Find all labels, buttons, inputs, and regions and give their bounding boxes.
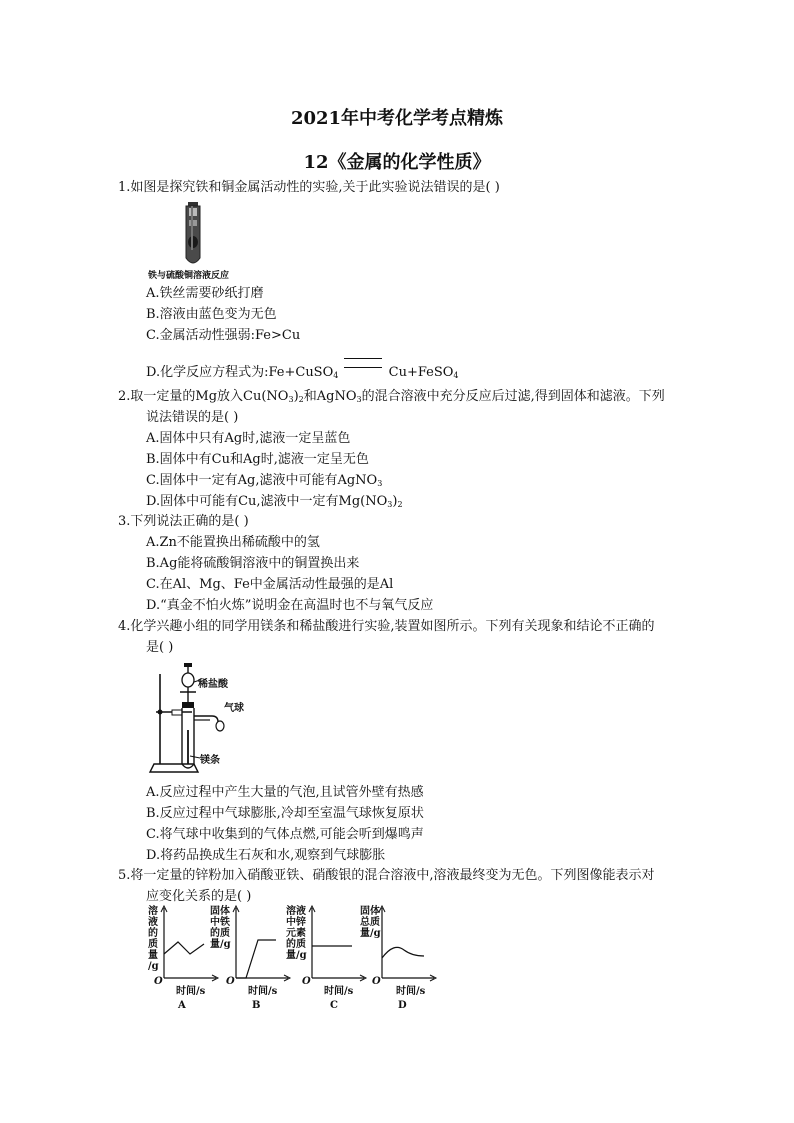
graph-a-origin: O xyxy=(154,976,163,987)
q2-option-c[interactable] xyxy=(146,471,706,491)
q2-stem-part3: 和AgNO xyxy=(303,389,357,404)
graph-c-xlabel: 时间/s xyxy=(324,986,354,997)
q4-stem-line1: 4.化学兴趣小组的同学用镁条和稀盐酸进行实验,装置如图所示。下列有关现象和结论不正确的 xyxy=(118,619,655,634)
ylabel-line: 中铁 xyxy=(210,917,230,928)
q1-d-products: Cu+FeSO xyxy=(388,365,454,380)
ylabel-line: 量/g xyxy=(286,950,307,961)
graph-c-ylabel xyxy=(286,906,310,961)
q2-stem-line1 xyxy=(118,387,708,407)
graph-b-xlabel: 时间/s xyxy=(248,986,278,997)
q2-option-b[interactable]: B.固体中有Cu和Ag时,滤液一定呈无色 xyxy=(146,452,369,467)
graph-d-letter[interactable]: D xyxy=(398,1000,407,1011)
ylabel-line: 固体 xyxy=(360,906,380,917)
q2-stem-sub1: 3 xyxy=(288,395,294,404)
q1-option-c[interactable]: C.金属活动性强弱:Fe>Cu xyxy=(146,328,301,343)
graph-b-curve xyxy=(236,940,276,978)
q1-option-b[interactable]: B.溶液由蓝色变为无色 xyxy=(146,307,277,322)
q1-option-a[interactable]: A.铁丝需要砂纸打磨 xyxy=(146,286,264,301)
q4-option-b[interactable]: B.反应过程中气球膨胀,冷却至室温气球恢复原状 xyxy=(146,806,424,821)
q3-option-b[interactable]: B.Ag能将硫酸铜溶液中的铜置换出来 xyxy=(146,556,360,571)
graph-d-origin: O xyxy=(372,976,381,987)
graph-b-ylabel xyxy=(210,906,234,950)
q1-figure-caption: 铁与硫酸铜溶液反应 xyxy=(148,271,230,281)
ylabel-line: 的质 xyxy=(286,939,306,950)
graph-d-plot xyxy=(382,906,438,980)
equation-equals-icon xyxy=(344,358,382,368)
label-balloon: 气球 xyxy=(224,703,244,714)
graph-d-xlabel: 时间/s xyxy=(396,986,426,997)
ylabel-line: 量/g xyxy=(210,939,231,950)
q2-stem-part4: 的混合溶液中充分反应后过滤,得到固体和滤液。下列 xyxy=(361,389,665,404)
label-magnesium-strip: 镁条 xyxy=(200,755,220,766)
q1-d-sub1: 4 xyxy=(333,371,339,380)
q3-option-c[interactable]: C.在Al、Mg、Fe中金属活动性最强的是Al xyxy=(146,577,394,592)
ylabel-line: 总质 xyxy=(360,917,380,928)
q2-d-text: D.固体中可能有Cu,滤液中一定有Mg(NO xyxy=(146,494,388,509)
q2-stem-part1: 2.取一定量的Mg放入Cu(NO xyxy=(118,389,289,404)
graph-a-letter[interactable]: A xyxy=(178,1000,186,1011)
graph-a-xlabel: 时间/s xyxy=(176,986,206,997)
ylabel-char: /g xyxy=(148,961,159,972)
graph-a-ylabel xyxy=(148,906,162,972)
q4-stem-line2: 是( ) xyxy=(146,640,174,655)
ylabel-char: 质 xyxy=(148,939,158,950)
q1-d-prefix: D.化学反应方程式为:Fe+CuSO xyxy=(146,365,334,380)
graph-b-letter[interactable]: B xyxy=(252,1000,261,1011)
q2-stem-sub2: 2 xyxy=(298,395,304,404)
page-subtitle: 12《金属的化学性质》 xyxy=(303,152,491,173)
graph-a-curve xyxy=(164,942,204,954)
test-tube-figure xyxy=(178,202,208,268)
graph-c-plot xyxy=(312,906,366,980)
graph-b xyxy=(210,906,290,1014)
page-title: 2021年中考化学考点精炼 xyxy=(290,108,504,129)
q2-c-text: C.固体中一定有Ag,滤液中可能有AgNO xyxy=(146,473,378,488)
q3-option-d[interactable]: D.“真金不怕火炼”说明金在高温时也不与氧气反应 xyxy=(146,598,434,613)
graph-d xyxy=(360,906,440,1014)
q2-c-sub: 3 xyxy=(377,479,383,488)
q2-option-d[interactable] xyxy=(146,492,706,512)
graph-c-letter[interactable]: C xyxy=(330,1000,338,1011)
graph-a xyxy=(146,906,218,1014)
graph-c-origin: O xyxy=(302,976,311,987)
q5-stem-line1: 5.将一定量的锌粉加入硝酸亚铁、硝酸银的混合溶液中,溶液最终变为无色。下列图像能表示对 xyxy=(118,868,655,883)
q1-d-sub2: 4 xyxy=(453,371,459,380)
q4-option-a[interactable]: A.反应过程中产生大量的气泡,且试管外壁有热感 xyxy=(146,785,424,800)
ylabel-line: 固体 xyxy=(210,906,230,917)
q1-stem: 1.如图是探究铁和铜金属活动性的实验,关于此实验说法错误的是( ) xyxy=(118,180,500,195)
q3-option-a[interactable]: A.Zn不能置换出稀硫酸中的氢 xyxy=(146,535,320,550)
ylabel-char: 量 xyxy=(148,950,158,961)
q1-option-d[interactable] xyxy=(146,358,706,383)
graph-b-origin: O xyxy=(226,976,235,987)
ylabel-line: 元素 xyxy=(286,928,306,939)
q2-option-a[interactable]: A.固体中只有Ag时,滤液一定呈蓝色 xyxy=(146,431,351,446)
q2-d-sub2: 2 xyxy=(397,500,403,509)
ylabel-line: 溶液 xyxy=(286,906,306,917)
graph-d-ylabel xyxy=(360,906,384,939)
ylabel-line: 的质 xyxy=(210,928,230,939)
q5-stem-line2: 应变化关系的是( ) xyxy=(146,889,252,904)
q3-stem: 3.下列说法正确的是( ) xyxy=(118,514,249,529)
ylabel-char: 液 xyxy=(148,917,158,928)
q2-stem-part2: ) xyxy=(293,389,299,404)
label-dilute-hcl: 稀盐酸 xyxy=(198,679,228,690)
q2-d-suffix: ) xyxy=(392,494,398,509)
graph-b-plot xyxy=(236,906,290,980)
q4-option-c[interactable]: C.将气球中收集到的气体点燃,可能会听到爆鸣声 xyxy=(146,827,424,842)
q4-option-d[interactable]: D.将药品换成生石灰和水,观察到气球膨胀 xyxy=(146,848,386,863)
ylabel-line: 量/g xyxy=(360,928,381,939)
ylabel-line: 中锌 xyxy=(286,917,306,928)
q2-d-sub1: 3 xyxy=(387,500,393,509)
graph-c xyxy=(286,906,366,1014)
q2-stem-sub3: 3 xyxy=(356,395,362,404)
graph-d-curve xyxy=(382,947,424,958)
ylabel-char: 溶 xyxy=(148,906,158,917)
ylabel-char: 的 xyxy=(148,928,158,939)
q2-stem-line2: 说法错误的是( ) xyxy=(146,410,239,425)
